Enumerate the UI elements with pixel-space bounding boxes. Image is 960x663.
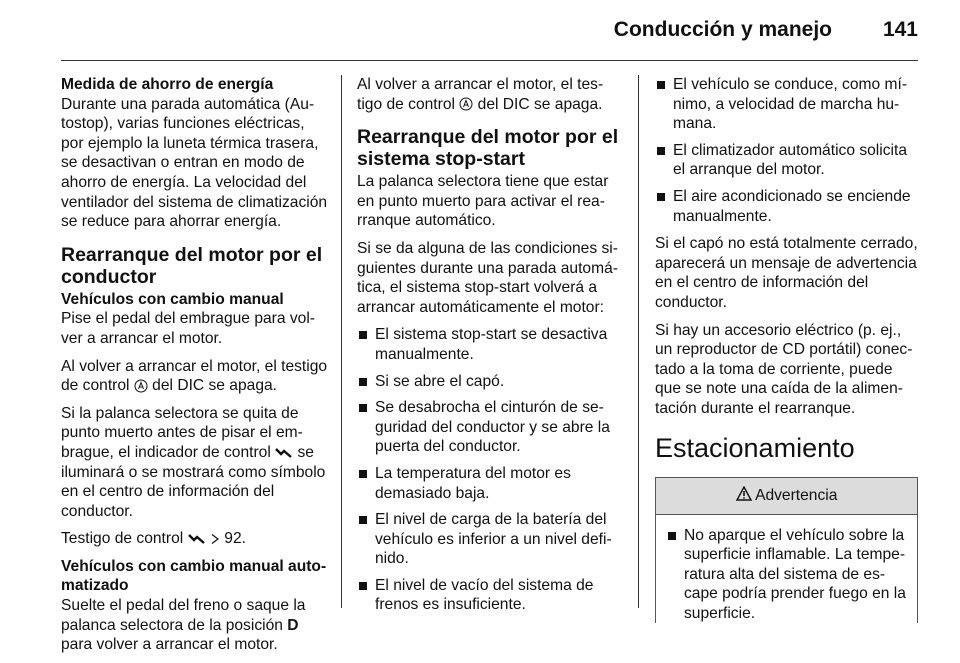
list-item: El vehículo se conduce, como mínimo, a velocidad de marcha humana. bbox=[655, 75, 918, 134]
auto-text: Suelte el pedal del freno o saque la palanca selectora de la posición D para volver a arrancar el motor. bbox=[61, 597, 306, 654]
conditions-list-continued bbox=[655, 75, 918, 226]
conditions-list bbox=[357, 325, 619, 615]
energy-heading: Medida de ahorro de energía bbox=[61, 76, 274, 93]
gear-shift-indicator-icon bbox=[275, 447, 293, 459]
restart-system-heading: Rearranque del motor por el sistema stop-start bbox=[357, 126, 619, 171]
chapter-title: Conducción y manejo bbox=[613, 18, 832, 41]
warning-box bbox=[655, 477, 918, 623]
parking-heading: Estacionamiento bbox=[655, 432, 855, 463]
column-divider bbox=[341, 75, 342, 608]
list-item: El sistema stop-start se desactiva manualmente. bbox=[357, 325, 619, 364]
system-text: La palanca selectora tiene que estar en punto muerto para activar el rearranque automático. bbox=[357, 173, 609, 230]
page-number: 141 bbox=[882, 18, 918, 41]
list-item: Si se abre el capó. bbox=[357, 372, 619, 392]
conditions-intro: Si se da alguna de las condiciones siguientes durante una parada automática, el sistema stop-start volverá a arrancar automáticamente el motor: bbox=[357, 239, 618, 316]
hood-text: Si el capó no está totalmente cerrado, aparecerá un mensaje de advertencia en el centro de información del conductor. bbox=[655, 235, 918, 311]
warning-list bbox=[666, 526, 909, 624]
energy-text: Durante una parada automática (Autostop), varias funciones eléctricas, por ejemplo la luneta térmica trasera, se desactivan o entran en modo de ahorro de energía. La velocidad del ventilador del sistema de climatización se reduce para ahorrar energía. bbox=[61, 95, 328, 231]
warning-header bbox=[656, 478, 917, 515]
restart-driver-heading: Rearranque del motor por el conductor bbox=[61, 243, 323, 288]
warning-title: Advertencia bbox=[755, 486, 838, 504]
selector-paragraph: Si la palanca selectora se quita de punto muerto antes de pisar el embrague, el indicador de control se iluminará o se mostrará como símbolo en el centro de información del conductor. bbox=[61, 404, 326, 520]
list-item: La temperatura del motor es demasiado baja. bbox=[357, 464, 619, 503]
list-item: El climatizador automático solicita el arranque del motor. bbox=[655, 141, 918, 180]
auto-heading: Vehículos con cambio manual automatizado bbox=[61, 557, 327, 595]
reference-arrow-icon bbox=[210, 533, 220, 545]
list-item: El nivel de vacío del sistema de frenos es insuficiente. bbox=[357, 576, 619, 615]
column-divider bbox=[638, 75, 639, 608]
autostop-icon bbox=[459, 97, 473, 111]
list-item: El aire acondicionado se enciende manualmente. bbox=[655, 187, 918, 226]
page-header bbox=[61, 14, 918, 61]
column-3 bbox=[655, 75, 918, 623]
warning-triangle-icon bbox=[736, 486, 752, 501]
column-1 bbox=[61, 75, 331, 663]
list-item: No aparque el vehículo sobre la superficie inflamable. La temperatura alta del sistema de escape podría prender fuego en la superficie. bbox=[666, 526, 909, 624]
restart-paragraph: Al volver a arrancar el motor, el testigo de control del DIC se apaga. bbox=[61, 357, 328, 395]
manual-heading: Vehículos con cambio manual bbox=[61, 290, 284, 308]
warning-body bbox=[656, 515, 917, 624]
manual-text: Pise el pedal del embrague para volver a arrancar el motor. bbox=[61, 310, 315, 347]
list-item: El nivel de carga de la batería del vehículo es inferior a un nivel definido. bbox=[357, 510, 619, 569]
accessory-text: Si hay un accesorio eléctrico (p. ej., un reproductor de CD portátil) conectado a la toma de corriente, puede que se note una caída de la alimentación durante el rearranque. bbox=[655, 321, 913, 417]
list-item: Se desabrocha el cinturón de seguridad del conductor y se abre la puerta del conductor. bbox=[357, 398, 619, 457]
column-2 bbox=[357, 75, 619, 623]
gear-shift-indicator-icon bbox=[188, 533, 206, 545]
control-light-reference: Testigo de control 92. bbox=[61, 530, 246, 548]
restart-paragraph: Al volver a arrancar el motor, el testigo de control del DIC se apaga. bbox=[357, 76, 604, 113]
autostop-icon bbox=[134, 379, 148, 393]
